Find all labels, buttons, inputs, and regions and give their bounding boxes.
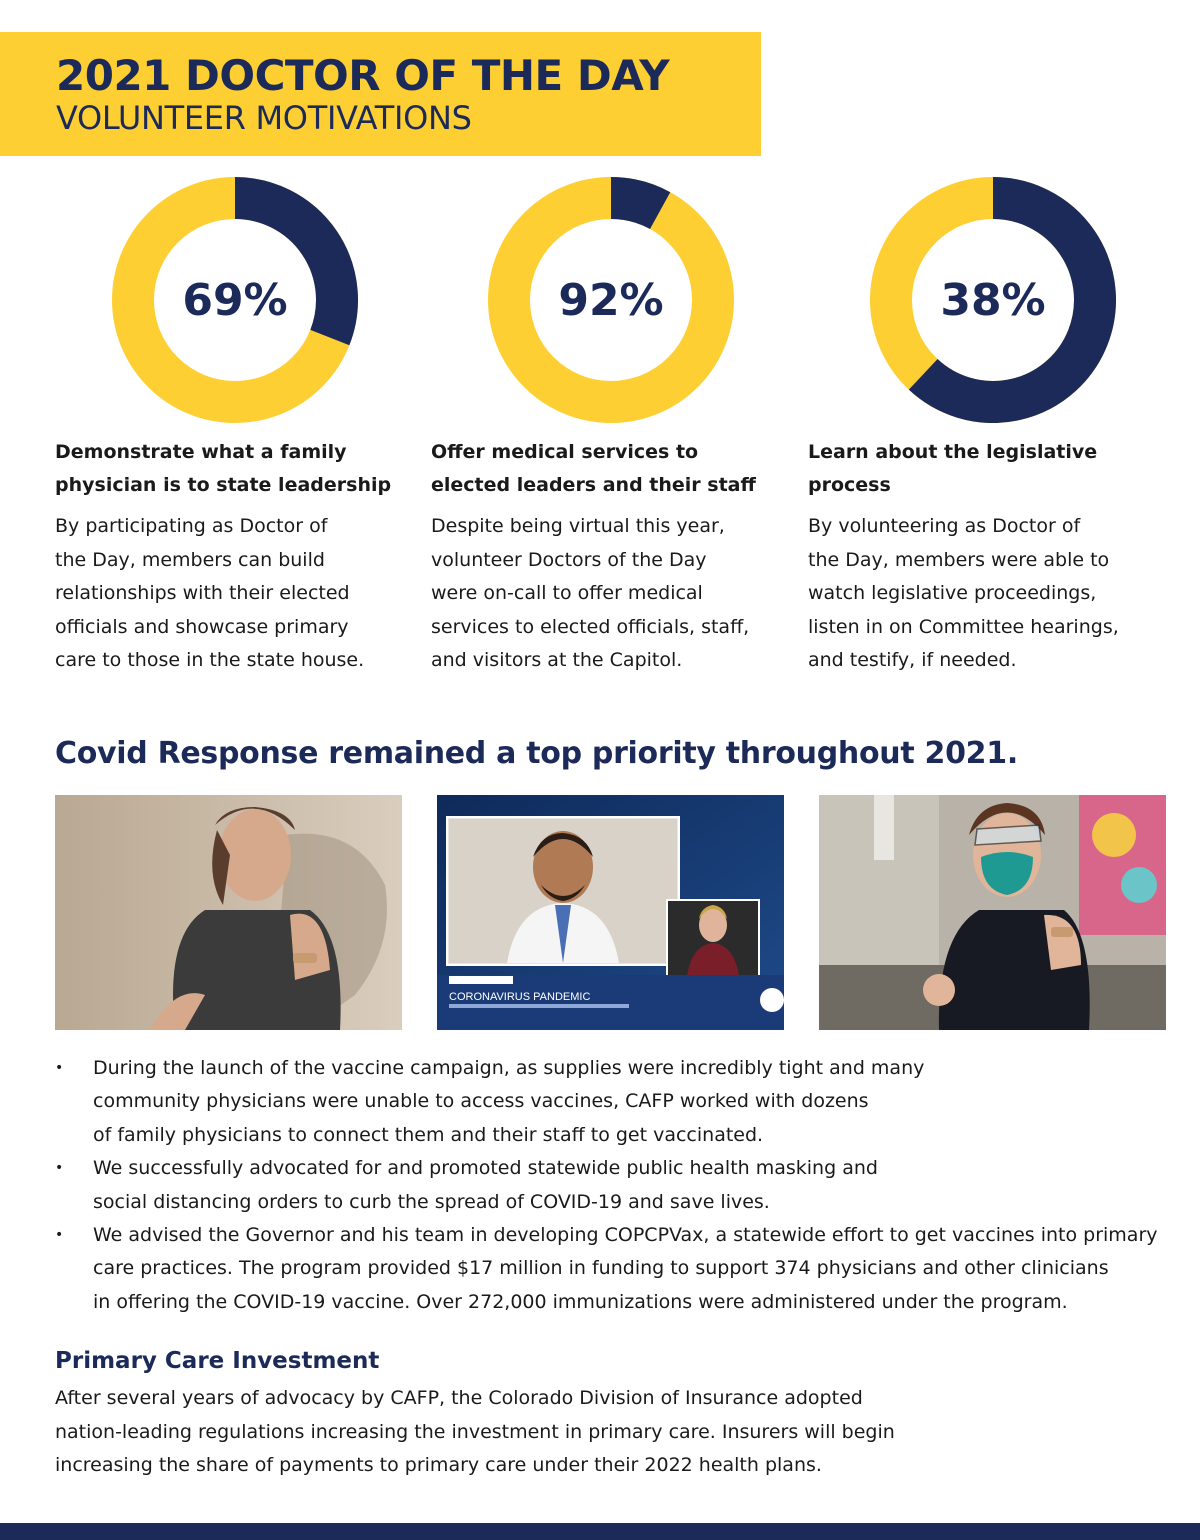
stat-heading xyxy=(55,436,425,502)
stat-body-line: were on-call to offer medical xyxy=(431,582,703,604)
primary-care-line: nation-leading regulations increasing the investment in primary care. Insurers will begin xyxy=(55,1420,895,1443)
stat-body xyxy=(808,510,1178,678)
stat-heading xyxy=(808,436,1178,502)
stat-body-line: the Day, members were able to xyxy=(808,548,1110,571)
broadcast-caption: CORONAVIRUS PANDEMIC xyxy=(449,991,591,1003)
bullet-line: in offering the COVID-19 vaccine. Over 272,000 immunizations were administered under the program. xyxy=(93,1290,1068,1313)
stat-body-line: the Day, members can build xyxy=(55,548,325,571)
stat-body-line: volunteer Doctors of the Day xyxy=(431,548,707,571)
photo-illustration-2 xyxy=(437,795,784,1030)
stat-body xyxy=(55,510,425,678)
stat-column-2 xyxy=(431,436,801,678)
donut-percent-3: 38% xyxy=(940,274,1046,326)
photo-illustration-1 xyxy=(55,795,402,1030)
stat-body-line: By volunteering as Doctor of xyxy=(808,515,1081,537)
stat-heading-line: Offer medical services to xyxy=(431,441,699,463)
stat-body-line: Despite being virtual this year, xyxy=(431,515,725,537)
stat-body-line: relationships with their elected xyxy=(55,582,350,604)
bullet-line: of family physicians to connect them and their staff to get vaccinated. xyxy=(93,1123,764,1146)
photo-tv-broadcast xyxy=(437,795,784,1030)
bullet-line: social distancing orders to curb the spread of COVID-19 and save lives. xyxy=(93,1190,770,1213)
stat-column-1 xyxy=(55,436,425,678)
stat-body-line: watch legislative proceedings, xyxy=(808,582,1097,604)
bullet-line: care practices. The program provided $17 million in funding to support 374 physicians and other clinicians xyxy=(93,1257,1109,1280)
bullet-line: During the launch of the vaccine campaign, as supplies were incredibly tight and many xyxy=(93,1057,925,1079)
page-title: 2021 DOCTOR OF THE DAY xyxy=(56,51,670,100)
bullet-line: community physicians were unable to access vaccines, CAFP worked with dozens xyxy=(93,1090,869,1113)
page-subtitle: VOLUNTEER MOTIVATIONS xyxy=(56,99,472,137)
footer-bar xyxy=(0,1523,1200,1540)
covid-bullet-list xyxy=(55,1052,1175,1319)
covid-bullet xyxy=(55,1152,1175,1219)
primary-care-body xyxy=(55,1382,1055,1483)
primary-care-line: increasing the share of payments to primary care under their 2022 health plans. xyxy=(55,1454,822,1476)
donut-chart-1 xyxy=(112,177,358,423)
stat-heading-line: Learn about the legislative process xyxy=(808,441,1098,496)
photo-vaccinated-physician-2 xyxy=(819,795,1166,1030)
stat-heading xyxy=(431,436,801,502)
stat-body-line: and visitors at the Capitol. xyxy=(431,649,683,671)
stat-heading-line: elected leaders and their staff xyxy=(431,474,756,496)
bullet-line: We successfully advocated for and promoted statewide public health masking and xyxy=(93,1157,878,1180)
bullet-marker: • xyxy=(55,1060,64,1076)
stat-body-line: and testify, if needed. xyxy=(808,649,1017,671)
stat-heading-line: Demonstrate what a family xyxy=(55,441,347,463)
bullet-marker: • xyxy=(55,1160,64,1177)
stat-heading-line: physician is to state leadership xyxy=(55,474,392,496)
stat-body-line: listen in on Committee hearings, xyxy=(808,615,1119,638)
covid-bullet xyxy=(55,1219,1175,1319)
photo-vaccinated-physician-1 xyxy=(55,795,402,1030)
donut-percent-1: 69% xyxy=(182,274,288,326)
primary-care-line: After several years of advocacy by CAFP, the Colorado Division of Insurance adopted xyxy=(55,1387,863,1409)
covid-section-heading: Covid Response remained a top priority throughout 2021. xyxy=(55,736,1018,771)
stat-body-line: care to those in the state house. xyxy=(55,649,365,671)
stat-body xyxy=(431,510,801,678)
primary-care-heading: Primary Care Investment xyxy=(55,1348,380,1374)
covid-bullet xyxy=(55,1052,1175,1152)
bullet-line: We advised the Governor and his team in developing COPCPVax, a statewide effort to get vaccines into primary xyxy=(93,1224,1158,1247)
stat-column-3 xyxy=(808,436,1178,678)
stat-body-line: By participating as Doctor of xyxy=(55,515,328,537)
photo-illustration-3 xyxy=(819,795,1166,1030)
donut-percent-2: 92% xyxy=(558,274,664,326)
donut-chart-2 xyxy=(488,177,734,423)
stat-body-line: officials and showcase primary xyxy=(55,615,349,638)
donut-chart-3 xyxy=(870,177,1116,423)
bullet-marker: • xyxy=(55,1227,64,1244)
title-banner xyxy=(0,32,761,156)
stat-body-line: services to elected officials, staff, xyxy=(431,615,750,638)
